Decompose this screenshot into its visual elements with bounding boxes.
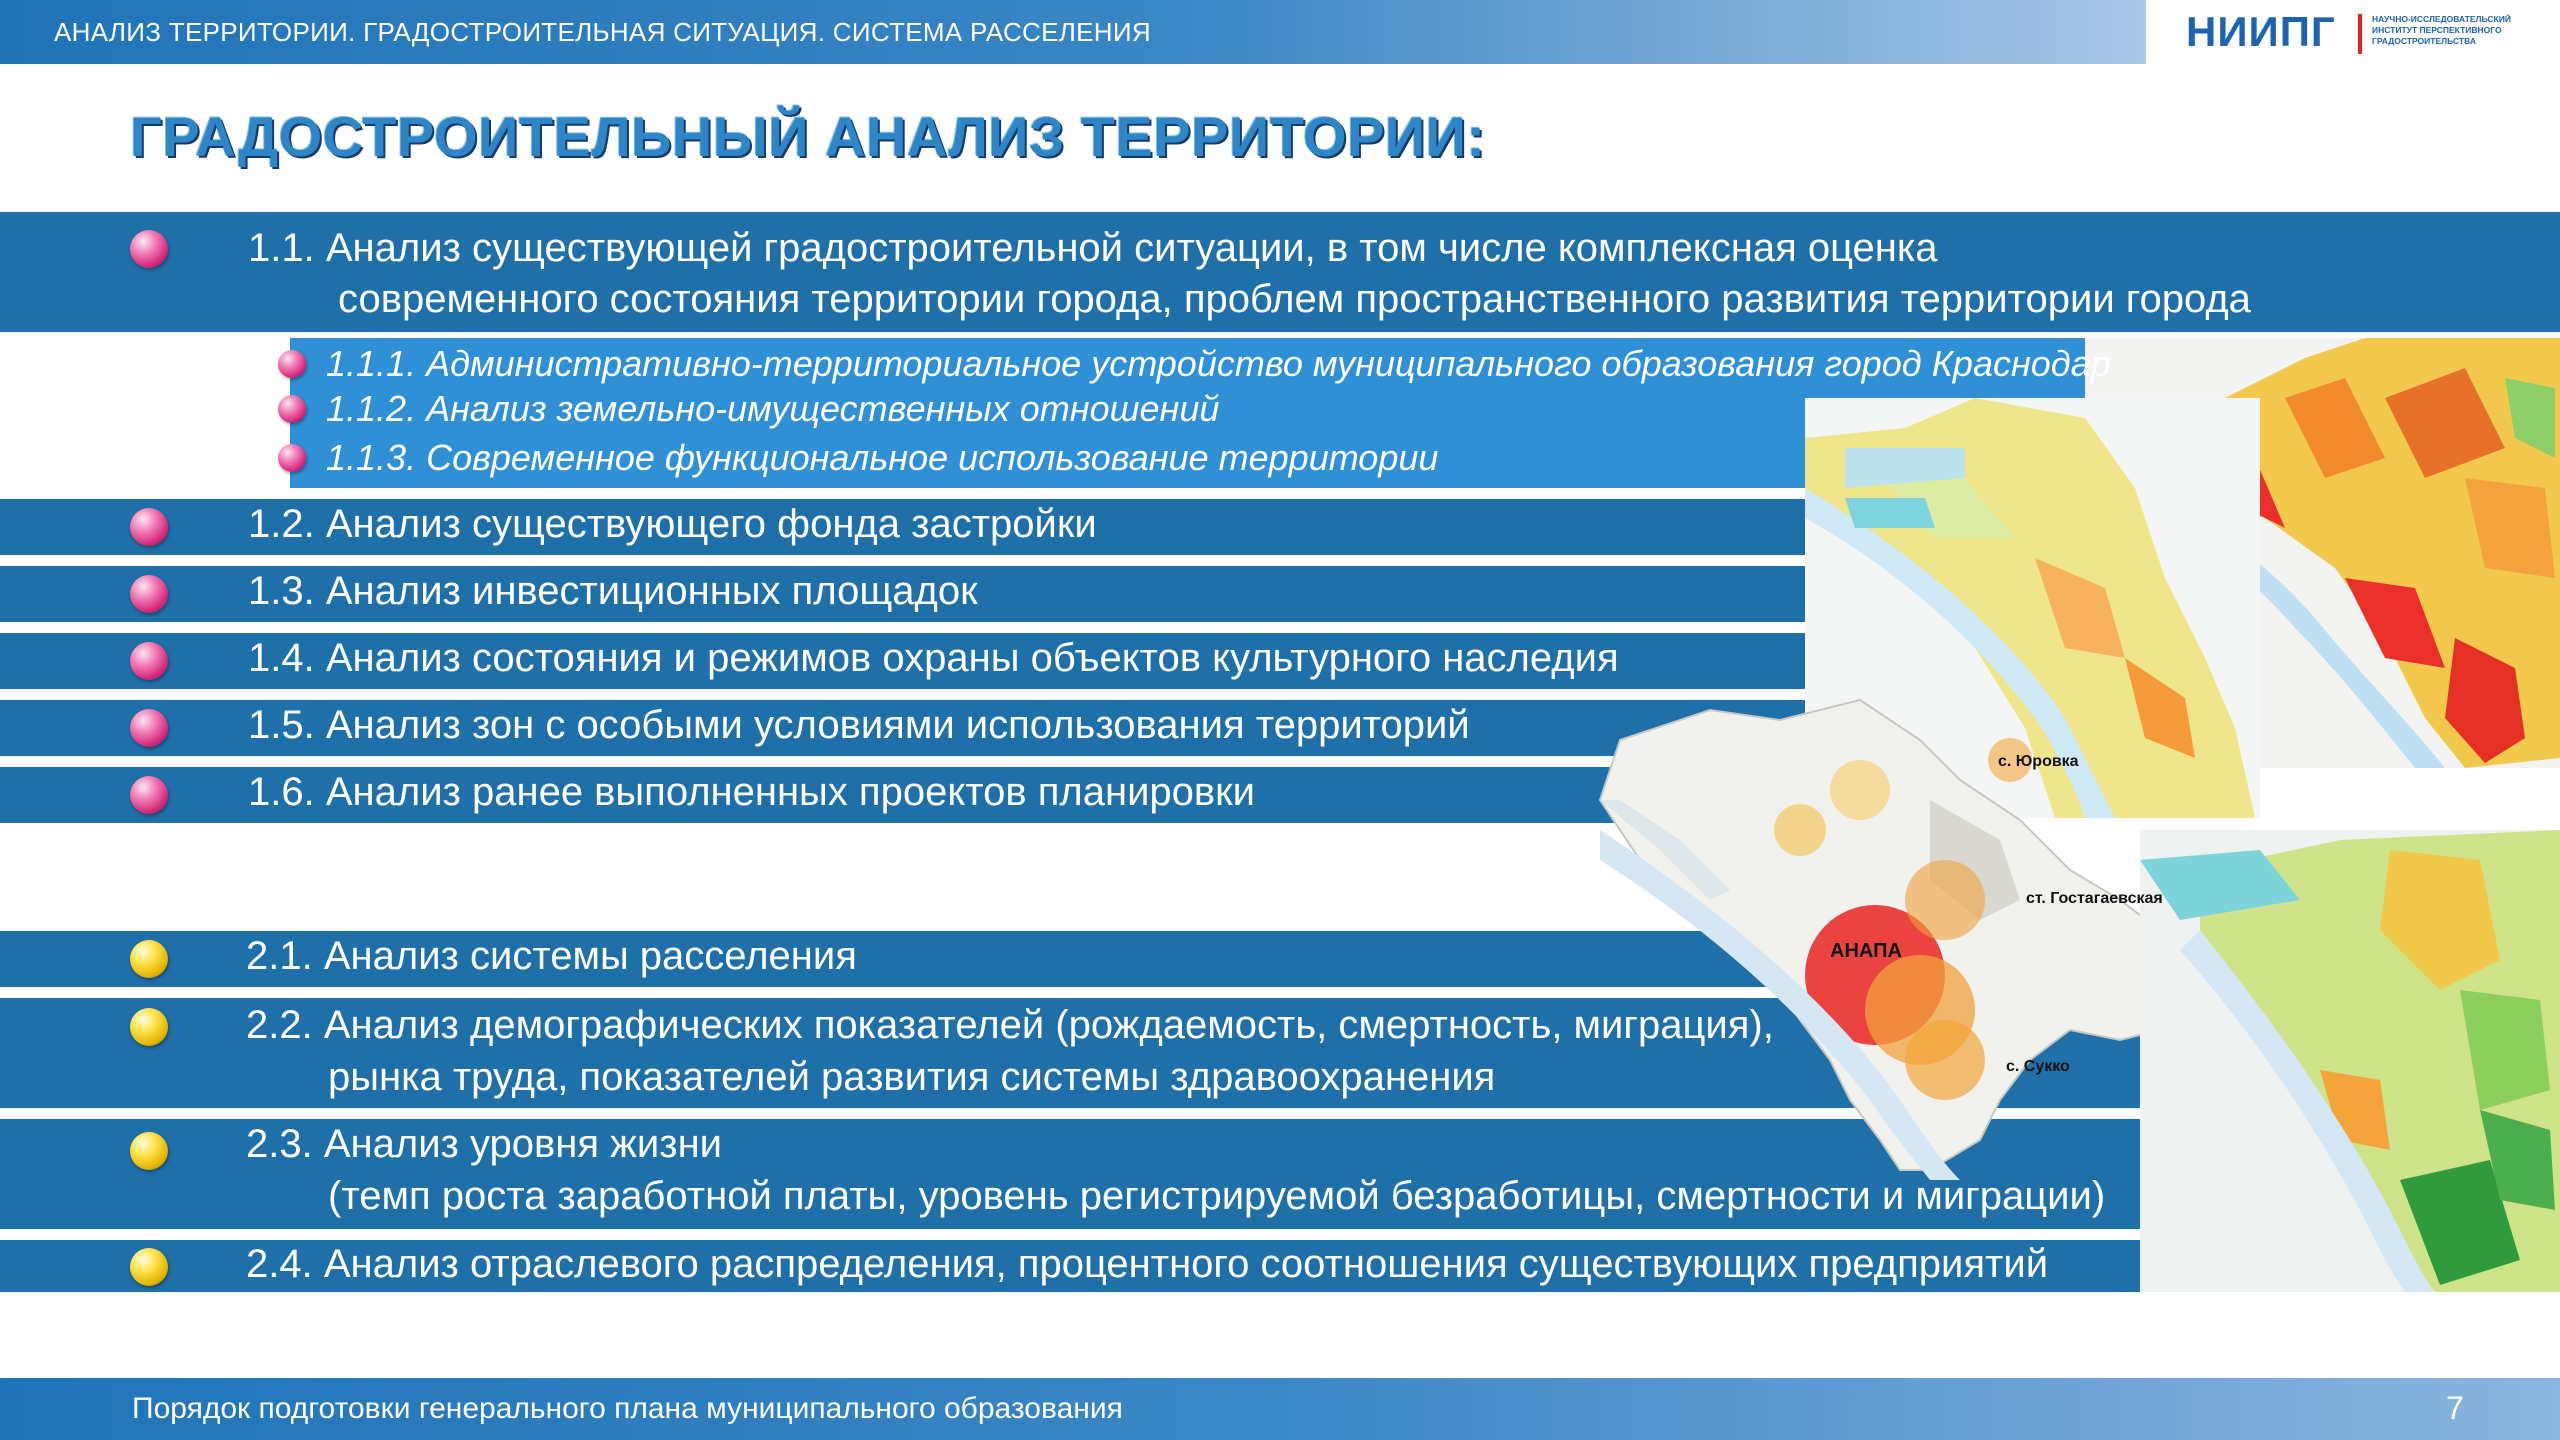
bullet-yellow-icon xyxy=(130,1248,168,1286)
item-1-1-line1: 1.1. Анализ существующей градостроительной ситуации, в том числе комплексная оценка xyxy=(248,226,1938,270)
logo-text: НИИПГ xyxy=(2186,8,2336,55)
page-number: 7 xyxy=(2446,1390,2464,1426)
bullet-pink-icon xyxy=(130,575,168,613)
subitem-1-1-2: 1.1.2. Анализ земельно-имущественных отношений xyxy=(326,388,1220,429)
item-2-3-line1: 2.3. Анализ уровня жизни xyxy=(246,1122,723,1166)
breadcrumb: АНАЛИЗ ТЕРРИТОРИИ. ГРАДОСТРОИТЕЛЬНАЯ СИТУАЦИЯ. СИСТЕМА РАССЕЛЕНИЯ xyxy=(54,17,1151,47)
bullet-yellow-icon xyxy=(130,1132,168,1170)
item-1-3: 1.3. Анализ инвестиционных площадок xyxy=(248,569,978,613)
logo-divider xyxy=(2358,14,2362,54)
bullet-pink-icon xyxy=(130,230,168,268)
footer-bar xyxy=(0,1378,2560,1440)
bullet-pink-small-icon xyxy=(278,395,306,423)
bullet-pink-icon xyxy=(130,642,168,680)
item-2-3-line2: (темп роста заработной платы, уровень регистрируемой безработицы, смертности и миграции) xyxy=(328,1174,2106,1218)
niipg-logo xyxy=(2186,8,2546,58)
item-1-2: 1.2. Анализ существующего фонда застройки xyxy=(248,502,1097,546)
item-2-2-line1: 2.2. Анализ демографических показателей (рождаемость, смертность, миграция), xyxy=(246,1003,1774,1047)
map-label-gostagaevskaya: ст. Гостагаевская xyxy=(2026,890,2163,907)
map-label-yurovka: с. Юровка xyxy=(1998,753,2079,770)
bullet-yellow-icon xyxy=(130,1008,168,1046)
footer-text: Порядок подготовки генерального плана муниципального образования xyxy=(132,1392,1123,1425)
item-1-4: 1.4. Анализ состояния и режимов охраны объектов культурного наследия xyxy=(248,636,1619,680)
bullet-pink-icon xyxy=(130,709,168,747)
item-1-5: 1.5. Анализ зон с особыми условиями использования территорий xyxy=(248,703,1470,747)
item-1-6: 1.6. Анализ ранее выполненных проектов планировки xyxy=(248,770,1256,814)
item-2-4: 2.4. Анализ отраслевого распределения, процентного соотношения существующих предприятий xyxy=(246,1242,2049,1286)
bullet-pink-small-icon xyxy=(278,350,306,378)
subitem-1-1-1: 1.1.1. Административно-территориальное устройство муниципального образования город Краснодар xyxy=(326,343,2111,384)
header-bar xyxy=(0,0,2146,64)
page-title: ГРАДОСТРОИТЕЛЬНЫЙ АНАЛИЗ ТЕРРИТОРИИ: xyxy=(130,105,1486,168)
map-label-sukko: с. Сукко xyxy=(2006,1058,2070,1075)
bullet-pink-small-icon xyxy=(278,444,306,472)
map-label-anapa: АНАПА xyxy=(1830,940,1902,962)
item-2-2-line2: рынка труда, показателей развития системы здравоохранения xyxy=(328,1055,1496,1099)
bullet-yellow-icon xyxy=(130,940,168,978)
bullet-pink-icon xyxy=(130,508,168,546)
item-1-1-line2: современного состояния территории города, проблем пространственного развития территории города xyxy=(338,277,2251,321)
item-2-1: 2.1. Анализ системы расселения xyxy=(246,934,857,978)
land-use-map-lower xyxy=(2140,830,2560,1292)
logo-subtitle: НАУЧНО-ИССЛЕДОВАТЕЛЬСКИЙ ИНСТИТУТ ПЕРСПЕКТИВНОГО ГРАДОСТРОИТЕЛЬСТВА xyxy=(2372,14,2511,46)
bullet-pink-icon xyxy=(130,776,168,814)
subitem-1-1-3: 1.1.3. Современное функциональное использование территории xyxy=(326,437,1439,478)
